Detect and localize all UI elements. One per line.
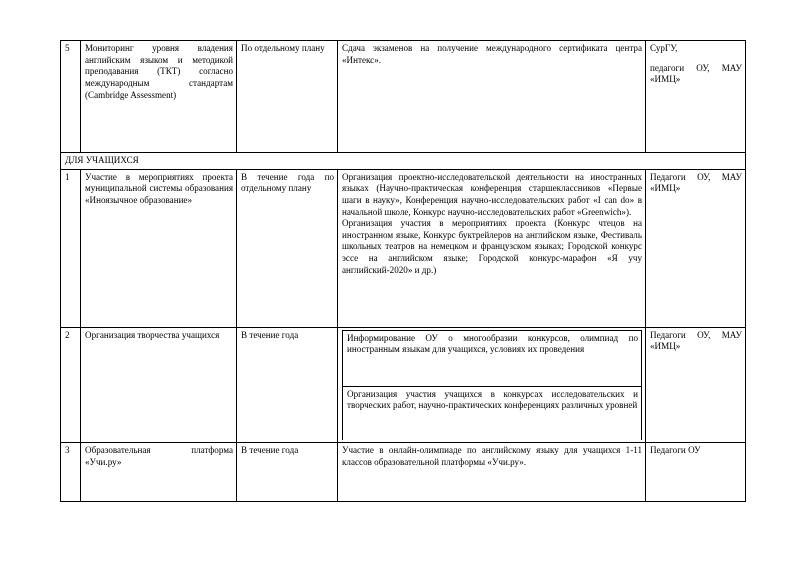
content-subcell-2: Организация участия учащихся в конкурсах исследовательских и творческих работ, научно-практических конференциях различных уровней [343, 386, 642, 440]
content-subcell-1: Информирование ОУ о многообразии конкурсов, олимпиад по иностранным языкам для учащихся, условиях их проведения [343, 330, 642, 386]
row-term: По отдельному плану [237, 41, 338, 153]
row-responsible [646, 41, 746, 153]
row-term: В течение года по отдельному плану [237, 169, 338, 327]
row-number: 2 [61, 327, 81, 443]
table-row [61, 41, 746, 153]
section-header-row [61, 153, 746, 170]
row-content [338, 327, 646, 443]
row-activity: Мониторинг уровня владения английским языком и методикой преподавания (ТКТ) согласно международным стандартам (Cambridge Assessment) [81, 41, 237, 153]
content-paragraph-2: Организация участия в мероприятиях проекта (Конкурс чтецов на иностранном языке, Конкурс буктрейлеров на английском языке, Фестиваль школьных театров на немецком и французском языках; Городской конкурс эссе на английском языке; Городской конкурс-марафон «Я учу английский-2020» и др.) [342, 218, 642, 275]
row-activity: Участие в мероприятиях проекта муниципальной системы образования «Иноязычное образование» [81, 169, 237, 327]
row-content [338, 169, 646, 327]
spacer [650, 55, 742, 63]
row-activity: Образовательная платформа «Учи.ру» [81, 443, 237, 502]
row-responsible: Педагоги ОУ, МАУ «ИМЦ» [646, 327, 746, 443]
row-activity: Организация творчества учащихся [81, 327, 237, 443]
content-subrow [343, 330, 642, 386]
row-term: В течение года [237, 327, 338, 443]
section-title: ДЛЯ УЧАЩИХСЯ [61, 153, 746, 170]
content-paragraph-1: Организация проектно-исследовательской деятельности на иностранных языках (Научно-практическая конференция старшеклассников «Первые шаги в науку», Конференция научно-исследовательских работ «I can do» в начальной школе, Конкурс научно-исследовательских работ «Greenwich»). [342, 171, 642, 217]
responsible-line-1: СурГУ, [650, 43, 678, 53]
content-subrow [343, 386, 642, 440]
plan-table [60, 40, 746, 502]
row-number: 1 [61, 169, 81, 327]
table-row [61, 327, 746, 443]
row-responsible: Педагоги ОУ, МАУ «ИМЦ» [646, 169, 746, 327]
table-row [61, 169, 746, 327]
table-row [61, 443, 746, 502]
row-number: 5 [61, 41, 81, 153]
content-subtable [342, 330, 642, 441]
row-responsible: Педагоги ОУ [646, 443, 746, 502]
row-content: Сдача экзаменов на получение международного сертификата центра «Интекс». [338, 41, 646, 153]
row-content: Участие в онлайн-олимпиаде по английскому языку для учащихся 1-11 классов образовательной платформы «Учи.ру». [338, 443, 646, 502]
row-number: 3 [61, 443, 81, 502]
row-term: В течение года [237, 443, 338, 502]
responsible-line-2: педагоги ОУ, МАУ «ИМЦ» [650, 62, 742, 85]
